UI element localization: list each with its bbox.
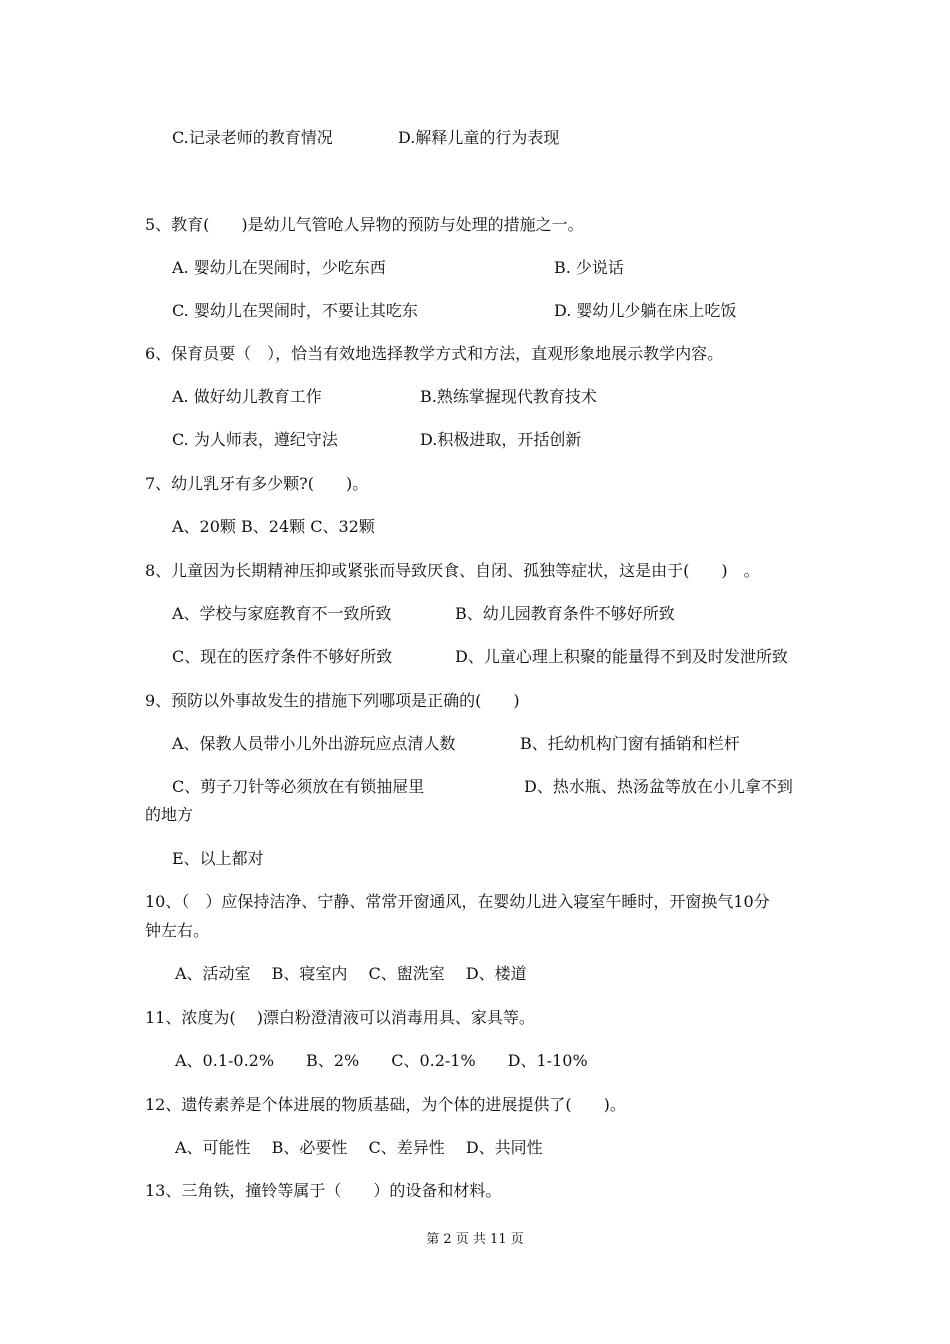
q7-stem: 7、幼儿乳牙有多少颗?( )。 xyxy=(145,474,369,493)
q11-stem: 11、浓度为( )漂白粉澄清液可以消毒用具、家具等。 xyxy=(145,1008,535,1027)
q9-option-a: A、保教人员带小儿外出游玩应点清人数 xyxy=(172,734,456,753)
q10-options: A、活动室 B、寝室内 C、盥洗室 D、楼道 xyxy=(175,964,527,983)
q8-stem: 8、儿童因为长期精神压抑或紧张而导致厌食、自闭、孤独等症状，这是由于( ) 。 xyxy=(145,561,760,580)
q12-stem: 12、遗传素养是个体进展的物质基础，为个体的进展提供了( )。 xyxy=(145,1095,626,1114)
q9-option-d: D、热水瓶、热汤盆等放在小儿拿不到 xyxy=(524,777,793,796)
q6-option-a: A. 做好幼儿教育工作 xyxy=(172,387,322,406)
q9-option-d-continued: 的地方 xyxy=(145,805,194,824)
q8-option-b: B、幼儿园教育条件不够好所致 xyxy=(455,604,675,623)
q6-option-c: C. 为人师表，遵纪守法 xyxy=(172,430,338,449)
q9-option-e: E、以上都对 xyxy=(172,849,264,868)
q5-option-d: D. 婴幼儿少躺在床上吃饭 xyxy=(554,301,737,320)
q12-options: A、可能性 B、必要性 C、差异性 D、共同性 xyxy=(175,1138,543,1157)
page-number-footer: 第 2 页 共 11 页 xyxy=(426,1232,524,1247)
q9-option-c: C、剪子刀针等必须放在有锁抽屉里 xyxy=(172,777,425,796)
q5-stem: 5、教育( )是幼儿气管呛人异物的预防与处理的措施之一。 xyxy=(145,215,584,234)
q5-option-c: C. 婴幼儿在哭闹时，不要让其吃东 xyxy=(172,301,418,320)
q4-option-c: C.记录老师的教育情况 xyxy=(172,128,333,147)
q10-stem: 10、（ ）应保持洁净、宁静、常常开窗通风，在婴幼儿进入寝室午睡时，开窗换气10分 xyxy=(145,892,770,911)
q6-option-b: B.熟练掌握现代教育技术 xyxy=(420,387,597,406)
q9-option-b: B、托幼机构门窗有插销和栏杆 xyxy=(520,734,740,753)
q13-stem: 13、三角铁，撞铃等属于（ ）的设备和材料。 xyxy=(145,1181,502,1200)
q10-stem-continued: 钟左右。 xyxy=(145,921,210,940)
q6-option-d: D.积极进取，开括创新 xyxy=(420,430,582,449)
q8-option-a: A、学校与家庭教育不一致所致 xyxy=(172,604,392,623)
q9-stem: 9、预防以外事故发生的措施下列哪项是正确的( ) xyxy=(145,691,520,710)
q5-option-b: B. 少说话 xyxy=(554,258,624,277)
q11-options: A、0.1-0.2% B、2% C、0.2-1% D、1-10% xyxy=(175,1051,588,1070)
q8-option-d: D、儿童心理上积聚的能量得不到及时发泄所致 xyxy=(455,647,788,666)
q6-stem: 6、保育员要（ ），恰当有效地选择教学方式和方法，直观形象地展示教学内容。 xyxy=(145,344,724,363)
q7-options: A、20颗 B、24颗 C、32颗 xyxy=(172,517,375,536)
q8-option-c: C、现在的医疗条件不够好所致 xyxy=(172,647,393,666)
q5-option-a: A. 婴幼儿在哭闹时，少吃东西 xyxy=(172,258,386,277)
q4-option-d: D.解释儿童的行为表现 xyxy=(398,128,560,147)
